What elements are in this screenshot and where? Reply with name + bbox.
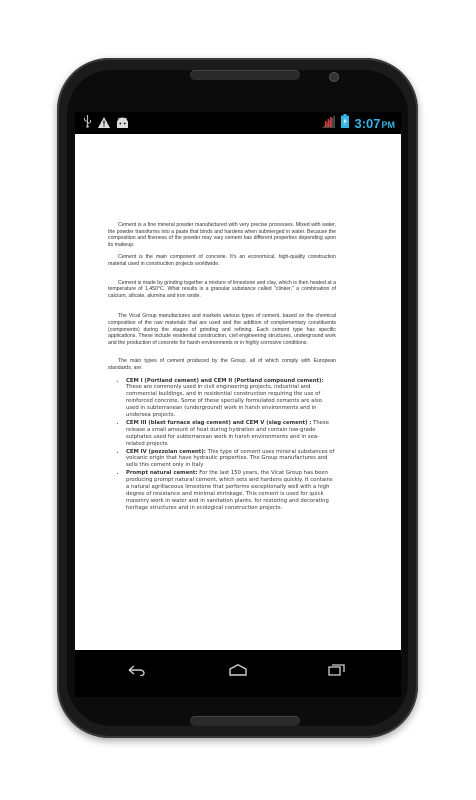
list-item xyxy=(126,470,336,511)
recents-button[interactable] xyxy=(321,660,353,684)
device-screen xyxy=(75,112,401,697)
paragraph-main-types: The main types of cement produced by the Group, all of which comply with European standards, are: xyxy=(108,358,336,371)
list-item-title: CEM III (blast furnace slag cement) and CEM V (slag cement) : xyxy=(126,419,312,426)
navigation-bar xyxy=(75,650,401,697)
document-viewer[interactable] xyxy=(75,134,401,650)
back-button[interactable] xyxy=(121,660,153,684)
bottom-speaker-grille xyxy=(190,716,300,726)
usb-icon xyxy=(83,115,92,133)
cement-types-list xyxy=(116,378,336,512)
android-icon xyxy=(116,115,129,133)
front-camera xyxy=(330,73,338,81)
list-item-text: These are commonly used in civil engineering projects, industrial and commercial buildings, and in residential construction requiring the use of reinforced concrete. Some of these specially formulated cements are also used in subterranean (underground) work in harsh environments and in undersea projects. xyxy=(126,384,322,419)
paragraph-clinker: Cement is made by grinding together a mixture of limestone and clay, which is then heated at a temperature of 1,450°C. What results is a granular substance called "clinker," a combination of calcium, silicate, alumina and iron oxide. xyxy=(108,279,336,299)
list-item-title: CEM IV (pozzolan cement): xyxy=(126,448,206,455)
home-button[interactable] xyxy=(222,660,254,684)
notification-icons xyxy=(83,115,129,133)
list-item-text: For the last 150 years, the Vicat Group has been producing prompt natural cement, which sets and hardens quickly. It contains a natural agrillaceous limestone that performs exceptionally well with a high degree of resistance and minimal shrinkage. This cement is used for quick masonry work in water and in sanitation plants, for restoring and decorating heritage structures and in ecological construction projects. xyxy=(126,470,333,511)
back-icon xyxy=(128,663,146,681)
list-item xyxy=(126,449,336,470)
paragraph-concrete: Cement is the main component of concrete. It's an economical, high-quality construction material used in construction projects worldwide. xyxy=(108,254,336,267)
paragraph-intro: Cement is a fine mineral powder manufactured with very precise processes. Mixed with water, the powder transforms into a paste that binds and hardens when submerged in water. Because the composition and fineness of the powder may vary cement has different properties depending upon its makeup. xyxy=(108,222,336,248)
status-bar xyxy=(75,112,401,134)
list-item-title: CEM I (Portland cement) and CEM II (Portland compound cement): xyxy=(126,377,324,384)
battery-icon xyxy=(341,114,349,133)
list-item-text: These release a small amount of heat during hydration and contain low-grade sulphates used for subterranean work in harsh environments and in sea-related projects xyxy=(126,419,329,447)
clock-ampm: PM xyxy=(381,120,395,130)
document-page xyxy=(108,222,336,513)
list-item xyxy=(126,420,336,448)
home-icon xyxy=(228,663,248,681)
status-clock xyxy=(354,116,395,131)
clock-time: 3:07 xyxy=(354,116,381,131)
paragraph-vicat-group: The Vicat Group manufactures and markets various types of cement, based on the chemical composition of the raw materials that are used and the addition of complementary constituents (components) during the stages of grinding and refining. Each cement type has specific applications. These include residential construction, civil engineering structures, underground work and the production of concrete for harsh environments or in highly corrosive conditions. xyxy=(108,313,336,346)
signal-icon xyxy=(322,115,336,133)
list-item xyxy=(126,378,336,419)
recents-icon xyxy=(328,663,346,681)
warning-icon xyxy=(98,115,110,133)
top-speaker-grille xyxy=(190,70,300,80)
system-status-icons xyxy=(322,114,395,133)
list-item-title: Prompt natural cement: xyxy=(126,470,198,477)
list-item-text: This type of cement uses mineral substances of volcanic origin that have hydraulic properties. The Group manufactures and sells this cement only in Italy xyxy=(126,448,335,469)
